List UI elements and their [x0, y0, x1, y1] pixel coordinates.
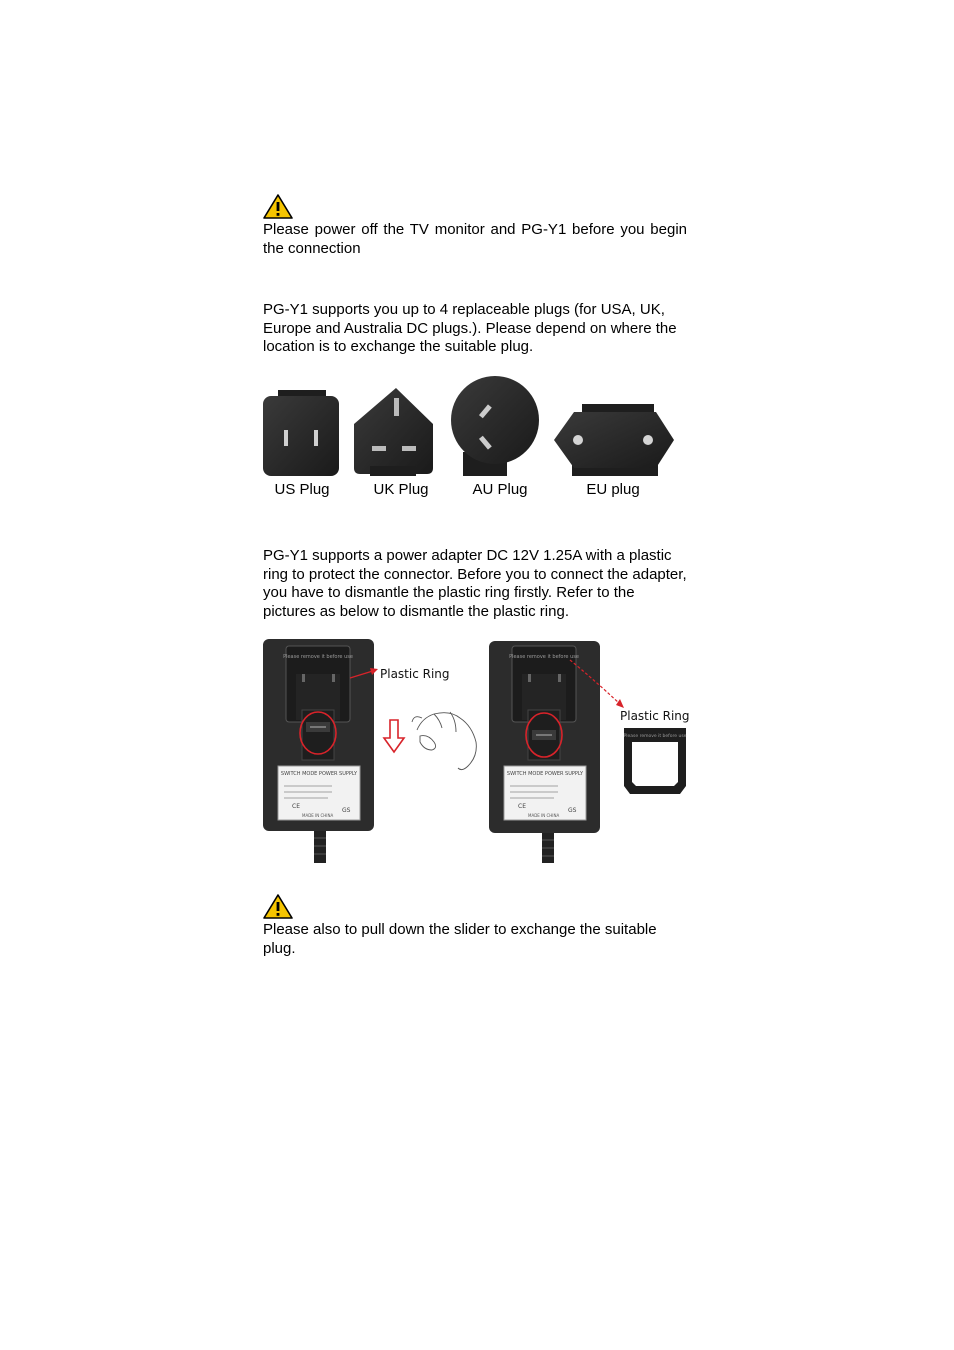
adapter-left-made-in: MADE IN CHINA [302, 813, 334, 818]
plug-label-us: US Plug [274, 481, 330, 498]
hand-sketch-image [412, 712, 476, 770]
warning-text-slider: Please also to pull down the slider to exchange the suitable plug. [263, 921, 657, 957]
plug-label-uk: UK Plug [373, 481, 429, 498]
adapter-left-gs: GS [342, 807, 351, 814]
plug-label-au: AU Plug [472, 481, 528, 498]
warning-icon [263, 894, 293, 919]
au-plug-image [451, 376, 539, 476]
uk-plug-image [354, 388, 433, 476]
adapter-left-ce: CE [292, 803, 300, 810]
adapter-right-gs: GS [568, 807, 577, 814]
adapter-left-image [263, 639, 374, 863]
plastic-ring-label-right: Plastic Ring [620, 709, 690, 723]
adapter-right-notice: Please remove it before use [509, 654, 579, 660]
adapter-left-type: SWITCH MODE POWER SUPPLY [280, 771, 358, 777]
eu-plug-image [554, 404, 674, 476]
adapter-dismantle-figure [262, 638, 694, 864]
adapter-right-type: SWITCH MODE POWER SUPPLY [506, 771, 584, 777]
plug-images [262, 374, 682, 478]
plug-label-eu: EU plug [586, 481, 640, 498]
pull-down-arrow-icon [384, 720, 404, 752]
plastic-ring-label-left: Plastic Ring [380, 667, 450, 681]
adapter-right-made-in: MADE IN CHINA [528, 813, 560, 818]
plugs-intro-paragraph: PG-Y1 supports you up to 4 replaceable plugs (for USA, UK, Europe and Australia DC plugs.). Please depend on where the location is to exchange the suitable plug. [263, 301, 677, 355]
warning-text-power-off: Please power off the TV monitor and PG-Y1 before you begin the connection [263, 221, 687, 257]
adapter-left-notice: Please remove it before use [283, 654, 353, 660]
plastic-ring-notice: Please remove it before use [623, 734, 687, 739]
adapter-right-image [489, 641, 600, 863]
plastic-ring-image [624, 728, 687, 794]
us-plug-image [263, 390, 339, 476]
warning-icon [263, 194, 293, 219]
adapter-right-ce: CE [518, 803, 526, 810]
adapter-intro-paragraph: PG-Y1 supports a power adapter DC 12V 1.25A with a plastic ring to protect the connector. Before you to connect the adapter, you have to dismantle the plastic ring firstly. Refer to the pictures as below to dismantle the plastic ring. [263, 547, 687, 620]
